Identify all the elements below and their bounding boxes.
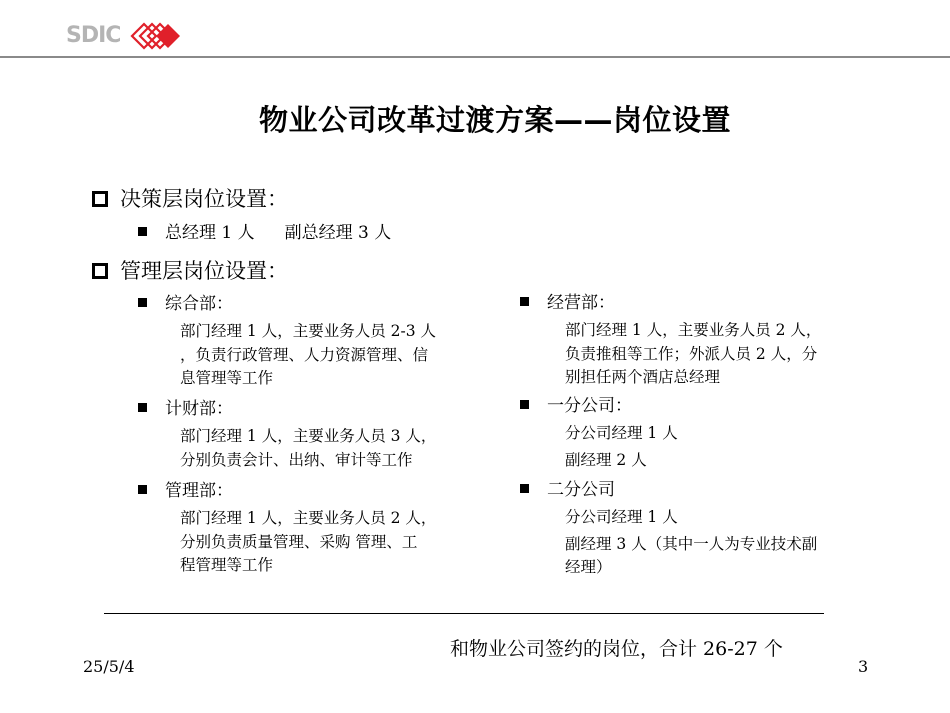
square-bullet-icon — [138, 227, 147, 236]
dept-guanli-desc: 部门经理 1 人，主要业务人员 2 人， 分别负责质量管理、采购 管理、工 程管理等工作 — [180, 509, 437, 574]
logo-diamond-icon — [124, 22, 186, 50]
branch-one: 一分公司： — [520, 394, 632, 418]
branch-one-desc: 分公司经理 1 人 副经理 2 人 — [565, 424, 678, 469]
dept-zonghe-desc: 部门经理 1 人，主要业务人员 2-3 人 ，负责行政管理、人力资源管理、信 息管理等工作 — [180, 322, 437, 387]
square-bullet-icon — [520, 297, 529, 306]
decision-heading: 决策层岗位设置： — [92, 186, 288, 212]
square-bullet-icon — [520, 400, 529, 409]
summary-text: 和物业公司签约的岗位，合计 26-27 个 — [450, 638, 783, 660]
dept-guanli: 管理部： — [138, 479, 233, 503]
checkbox-bullet-icon — [92, 263, 108, 279]
decision-item: 总经理 1 人 副总经理 3 人 — [138, 221, 391, 245]
dept-zonghe: 综合部： — [138, 292, 233, 316]
logo-text: SDIC — [66, 23, 121, 48]
footer-divider — [104, 613, 824, 614]
page-number: 3 — [858, 657, 869, 676]
square-bullet-icon — [138, 485, 147, 494]
dept-jingying-desc: 部门经理 1 人，主要业务人员 2 人， 负责推租等工作；外派人员 2 人，分 别担任两个酒店总经理 — [565, 321, 822, 386]
branch-two-desc: 分公司经理 1 人 副经理 3 人（其中一人为专业技术副 经理） — [565, 508, 818, 576]
sdic-logo — [66, 22, 186, 50]
dept-caiwu: 计财部： — [138, 397, 233, 421]
square-bullet-icon — [520, 484, 529, 493]
dept-caiwu-desc: 部门经理 1 人，主要业务人员 3 人， 分别负责会计、出纳、审计等工作 — [180, 427, 437, 469]
branch-two: 二分公司 — [520, 478, 615, 502]
square-bullet-icon — [138, 403, 147, 412]
management-heading: 管理层岗位设置： — [92, 258, 288, 284]
slide-title: 物业公司改革过渡方案——岗位设置 — [258, 103, 731, 137]
square-bullet-icon — [138, 298, 147, 307]
dept-jingying: 经营部： — [520, 291, 615, 315]
checkbox-bullet-icon — [92, 191, 108, 207]
slide-date: 25/5/4 — [83, 657, 135, 676]
header-divider — [0, 56, 950, 58]
